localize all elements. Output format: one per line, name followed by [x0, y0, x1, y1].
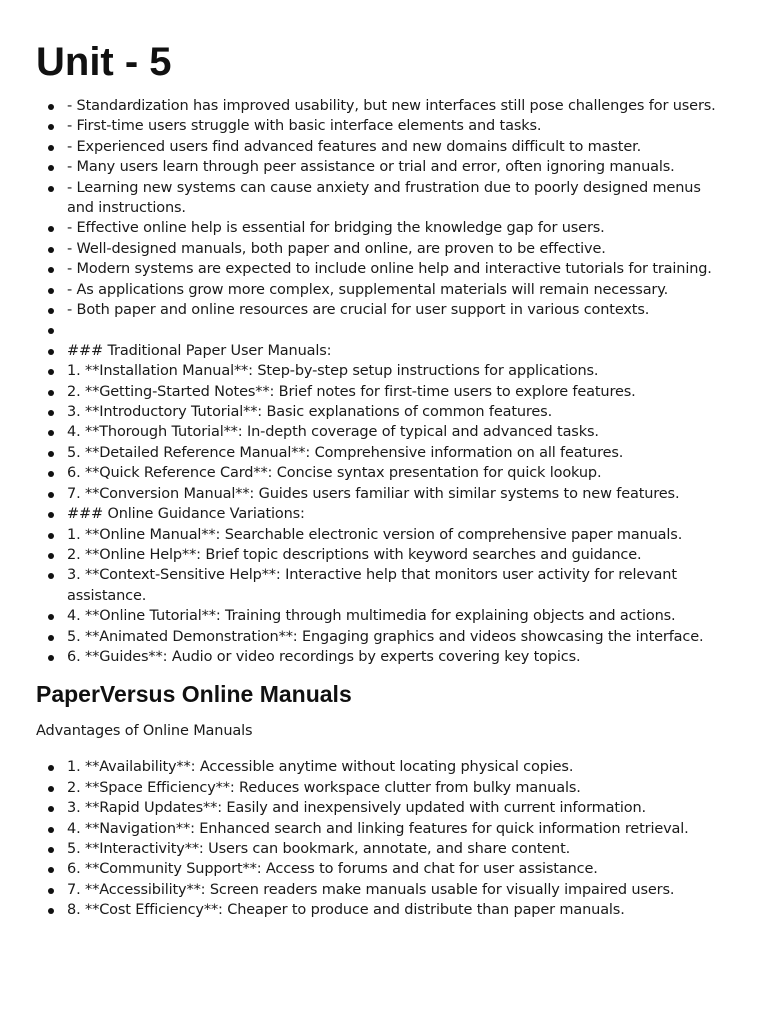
list-item: - Modern systems are expected to include online help and interactive tutorials for training. — [36, 259, 732, 279]
list-item: 7. **Conversion Manual**: Guides users familiar with similar systems to new features. — [36, 484, 732, 504]
list-item: - First-time users struggle with basic interface elements and tasks. — [36, 116, 732, 136]
list-item: ### Online Guidance Variations: — [36, 504, 732, 524]
section-intro: Advantages of Online Manuals — [36, 723, 253, 740]
list-item: 4. **Online Tutorial**: Training through multimedia for explaining objects and actions. — [36, 606, 732, 626]
list-item: 8. **Cost Efficiency**: Cheaper to produce and distribute than paper manuals. — [36, 900, 732, 920]
list-item: 7. **Accessibility**: Screen readers make manuals usable for visually impaired users. — [36, 880, 732, 900]
list-item: ### Traditional Paper User Manuals: — [36, 341, 732, 361]
list-item: - Learning new systems can cause anxiety and frustration due to poorly designed menus and instructions. — [36, 178, 732, 219]
list-item: 3. **Rapid Updates**: Easily and inexpensively updated with current information. — [36, 798, 732, 818]
list-item: 6. **Quick Reference Card**: Concise syntax presentation for quick lookup. — [36, 463, 732, 483]
list-item: 5. **Interactivity**: Users can bookmark, annotate, and share content. — [36, 839, 732, 859]
list-item: - Effective online help is essential for bridging the knowledge gap for users. — [36, 218, 732, 238]
list-item: - Well-designed manuals, both paper and online, are proven to be effective. — [36, 239, 732, 259]
list-item: 4. **Thorough Tutorial**: In-depth coverage of typical and advanced tasks. — [36, 422, 732, 442]
list-item: 2. **Online Help**: Brief topic descriptions with keyword searches and guidance. — [36, 545, 732, 565]
list-item: - Standardization has improved usability, but new interfaces still pose challenges for users. — [36, 96, 732, 116]
list-item: 6. **Community Support**: Access to forums and chat for user assistance. — [36, 859, 732, 879]
list-item: 2. **Getting-Started Notes**: Brief notes for first-time users to explore features. — [36, 382, 732, 402]
list-item: 5. **Animated Demonstration**: Engaging graphics and videos showcasing the interface. — [36, 627, 732, 647]
list-item: - Experienced users find advanced features and new domains difficult to master. — [36, 137, 732, 157]
list-item: 1. **Installation Manual**: Step-by-step setup instructions for applications. — [36, 361, 732, 381]
list-item: 3. **Introductory Tutorial**: Basic explanations of common features. — [36, 402, 732, 422]
list-item: 1. **Online Manual**: Searchable electronic version of comprehensive paper manuals. — [36, 525, 732, 545]
list-item: - Many users learn through peer assistance or trial and error, often ignoring manuals. — [36, 157, 732, 177]
page-title: Unit - 5 — [36, 40, 172, 84]
list-item: 4. **Navigation**: Enhanced search and linking features for quick information retrieval. — [36, 819, 732, 839]
section-heading: PaperVersus Online Manuals — [36, 681, 352, 708]
list-item-empty — [36, 320, 732, 340]
list-item: - As applications grow more complex, supplemental materials will remain necessary. — [36, 280, 732, 300]
list-item: 6. **Guides**: Audio or video recordings by experts covering key topics. — [36, 647, 732, 667]
advantages-list — [36, 757, 732, 920]
overview-list — [36, 96, 732, 667]
list-item: 1. **Availability**: Accessible anytime without locating physical copies. — [36, 757, 732, 777]
list-item: 3. **Context-Sensitive Help**: Interactive help that monitors user activity for relevant assistance. — [36, 565, 732, 606]
list-item: 5. **Detailed Reference Manual**: Comprehensive information on all features. — [36, 443, 732, 463]
list-item: 2. **Space Efficiency**: Reduces workspace clutter from bulky manuals. — [36, 778, 732, 798]
list-item: - Both paper and online resources are crucial for user support in various contexts. — [36, 300, 732, 320]
